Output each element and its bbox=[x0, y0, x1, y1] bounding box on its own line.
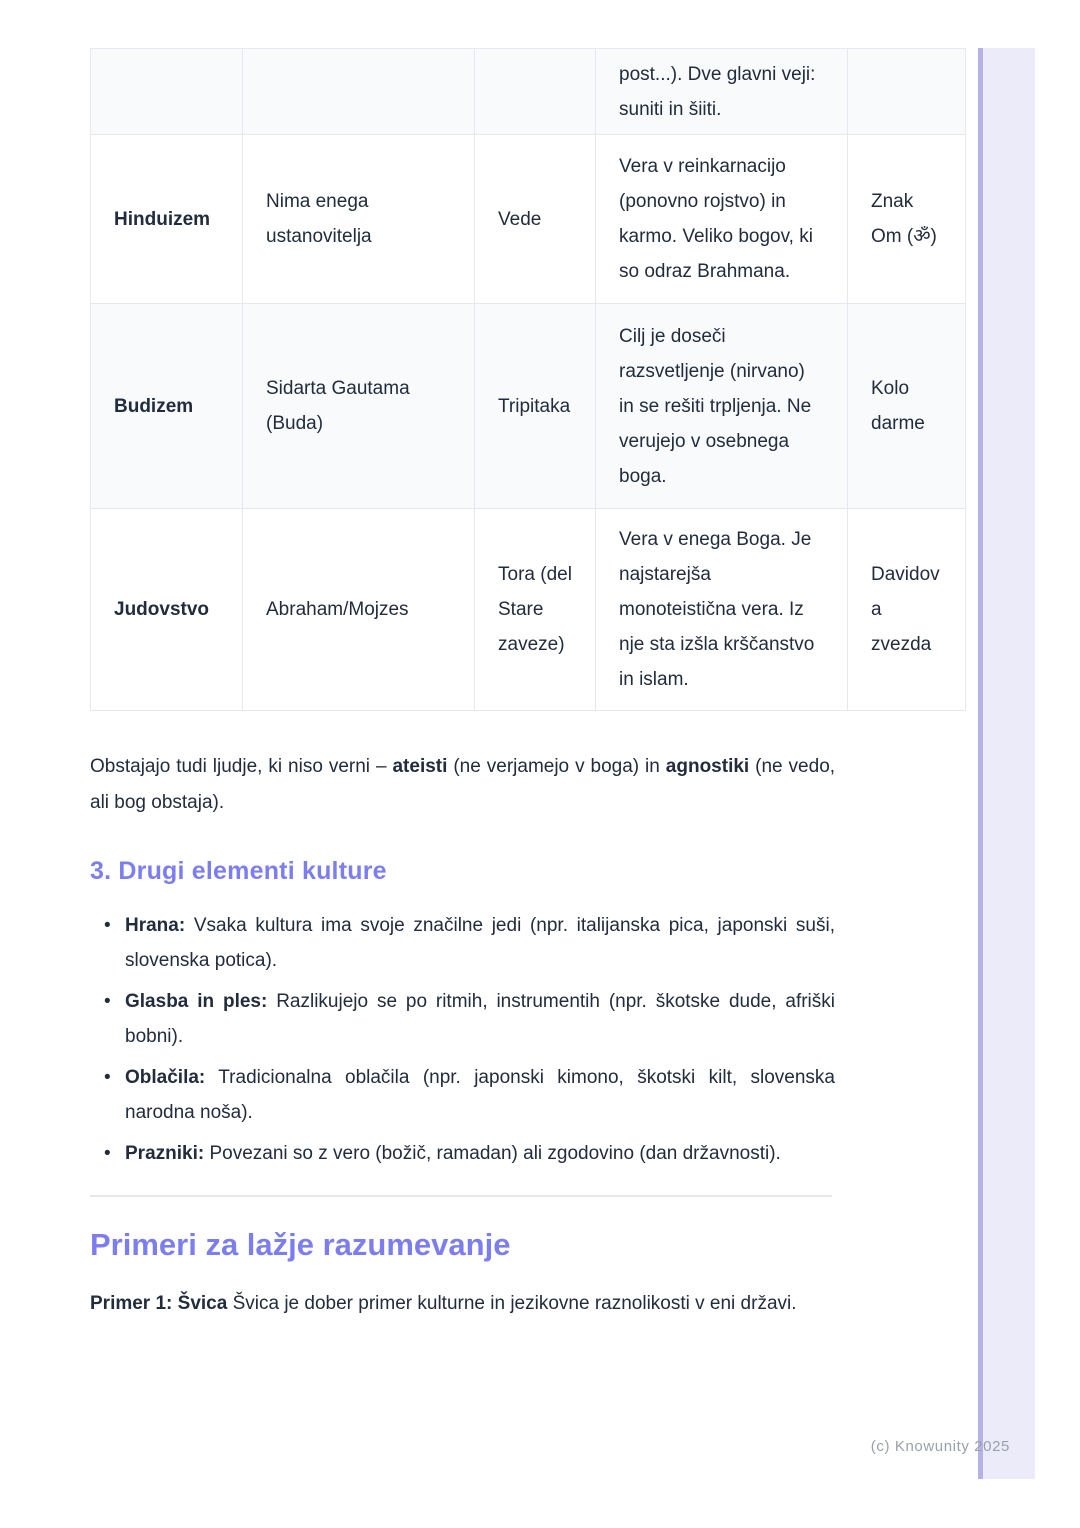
cell-symbol: Znak Om (ॐ) bbox=[848, 135, 966, 304]
cell-beliefs: Vera v reinkarnacijo (ponovno rojstvo) in karmo. Veliko bogov, ki so odraz Brahmana. bbox=[596, 135, 848, 304]
cell-founder bbox=[243, 49, 475, 135]
example1-paragraph bbox=[90, 1285, 835, 1322]
cell-religion: Budizem bbox=[91, 304, 243, 509]
example1-text: Švica je dober primer kulturne in jezikovne raznolikosti v eni državi. bbox=[232, 1293, 797, 1314]
paragraph-text: (ne verjamejo v boga) in bbox=[453, 756, 660, 777]
cell-founder: Abraham/Mojzes bbox=[243, 509, 475, 711]
cell-religion: Hinduizem bbox=[91, 135, 243, 304]
cell-founder: Sidarta Gautama (Buda) bbox=[243, 304, 475, 509]
watermark: (c) Knowunity 2025 bbox=[870, 1438, 1010, 1455]
bullet-text: Vsaka kultura ima svoje značilne jedi (npr. italijanska pica, japonski suši, slovenska potica). bbox=[125, 915, 835, 971]
bullet-text: Tradicionalna oblačila (npr. japonski kimono, škotski kilt, slovenska narodna noša). bbox=[125, 1067, 835, 1123]
bullet-icon: • bbox=[104, 1143, 111, 1164]
table-row bbox=[91, 49, 966, 135]
bullet-text: Razlikujejo se po ritmih, instrumentih (npr. škotske dude, afriški bobni). bbox=[125, 991, 836, 1047]
cell-founder: Nima enega ustanovitelja bbox=[243, 135, 475, 304]
bullet-icon: • bbox=[104, 915, 111, 936]
term-ateisti: ateisti bbox=[392, 756, 448, 777]
list-item-oblacila bbox=[104, 1060, 835, 1130]
bullet-lead: Glasba in ples: bbox=[125, 991, 268, 1012]
religions-table bbox=[90, 48, 966, 711]
bullet-lead: Oblačila: bbox=[125, 1067, 206, 1088]
section-heading-culture-elements: 3. Drugi elementi kulture bbox=[90, 857, 387, 885]
cell-beliefs: Vera v enega Boga. Je najstarejša monoteistična vera. Iz nje sta izšla krščanstvo in islam. bbox=[596, 509, 848, 711]
examples-heading: Primeri za lažje razumevanje bbox=[90, 1227, 511, 1262]
bullet-lead: Prazniki: bbox=[125, 1143, 205, 1164]
bullet-icon: • bbox=[104, 991, 111, 1012]
cell-beliefs: post...). Dve glavni veji: suniti in šiiti. bbox=[596, 49, 848, 135]
cell-religion: Judovstvo bbox=[91, 509, 243, 711]
list-item-hrana bbox=[104, 908, 835, 978]
cell-holy-book bbox=[475, 49, 596, 135]
cell-holy-book: Vede bbox=[475, 135, 596, 304]
cell-symbol bbox=[848, 49, 966, 135]
page-content bbox=[90, 0, 966, 1322]
table-row bbox=[91, 135, 966, 304]
list-item-glasba bbox=[104, 984, 835, 1054]
cell-holy-book: Tora (del Stare zaveze) bbox=[475, 509, 596, 711]
example1-lead: Primer 1: Švica bbox=[90, 1293, 228, 1314]
cell-holy-book: Tripitaka bbox=[475, 304, 596, 509]
paragraph-text: (ne vedo, ali bog obstaja). bbox=[90, 756, 836, 813]
section-divider bbox=[90, 1195, 832, 1197]
cell-symbol: Kolo darme bbox=[848, 304, 966, 509]
term-agnostiki: agnostiki bbox=[665, 756, 750, 777]
cell-religion bbox=[91, 49, 243, 135]
culture-bullet-list bbox=[90, 908, 835, 1171]
paragraph-text: Obstajajo tudi ljudje, ki niso verni – bbox=[90, 756, 387, 777]
atheism-paragraph bbox=[90, 749, 835, 821]
bullet-icon: • bbox=[104, 1067, 111, 1088]
table-row bbox=[91, 509, 966, 711]
bullet-text: Povezani so z vero (božič, ramadan) ali zgodovino (dan državnosti). bbox=[209, 1143, 781, 1164]
table-row bbox=[91, 304, 966, 509]
bullet-lead: Hrana: bbox=[125, 915, 186, 936]
page-right-edge bbox=[978, 48, 1035, 1479]
cell-beliefs: Cilj je doseči razsvetljenje (nirvano) in se rešiti trpljenja. Ne verujejo v osebnega boga. bbox=[596, 304, 848, 509]
list-item-prazniki bbox=[104, 1136, 835, 1171]
cell-symbol: Davidova zvezda bbox=[848, 509, 966, 711]
